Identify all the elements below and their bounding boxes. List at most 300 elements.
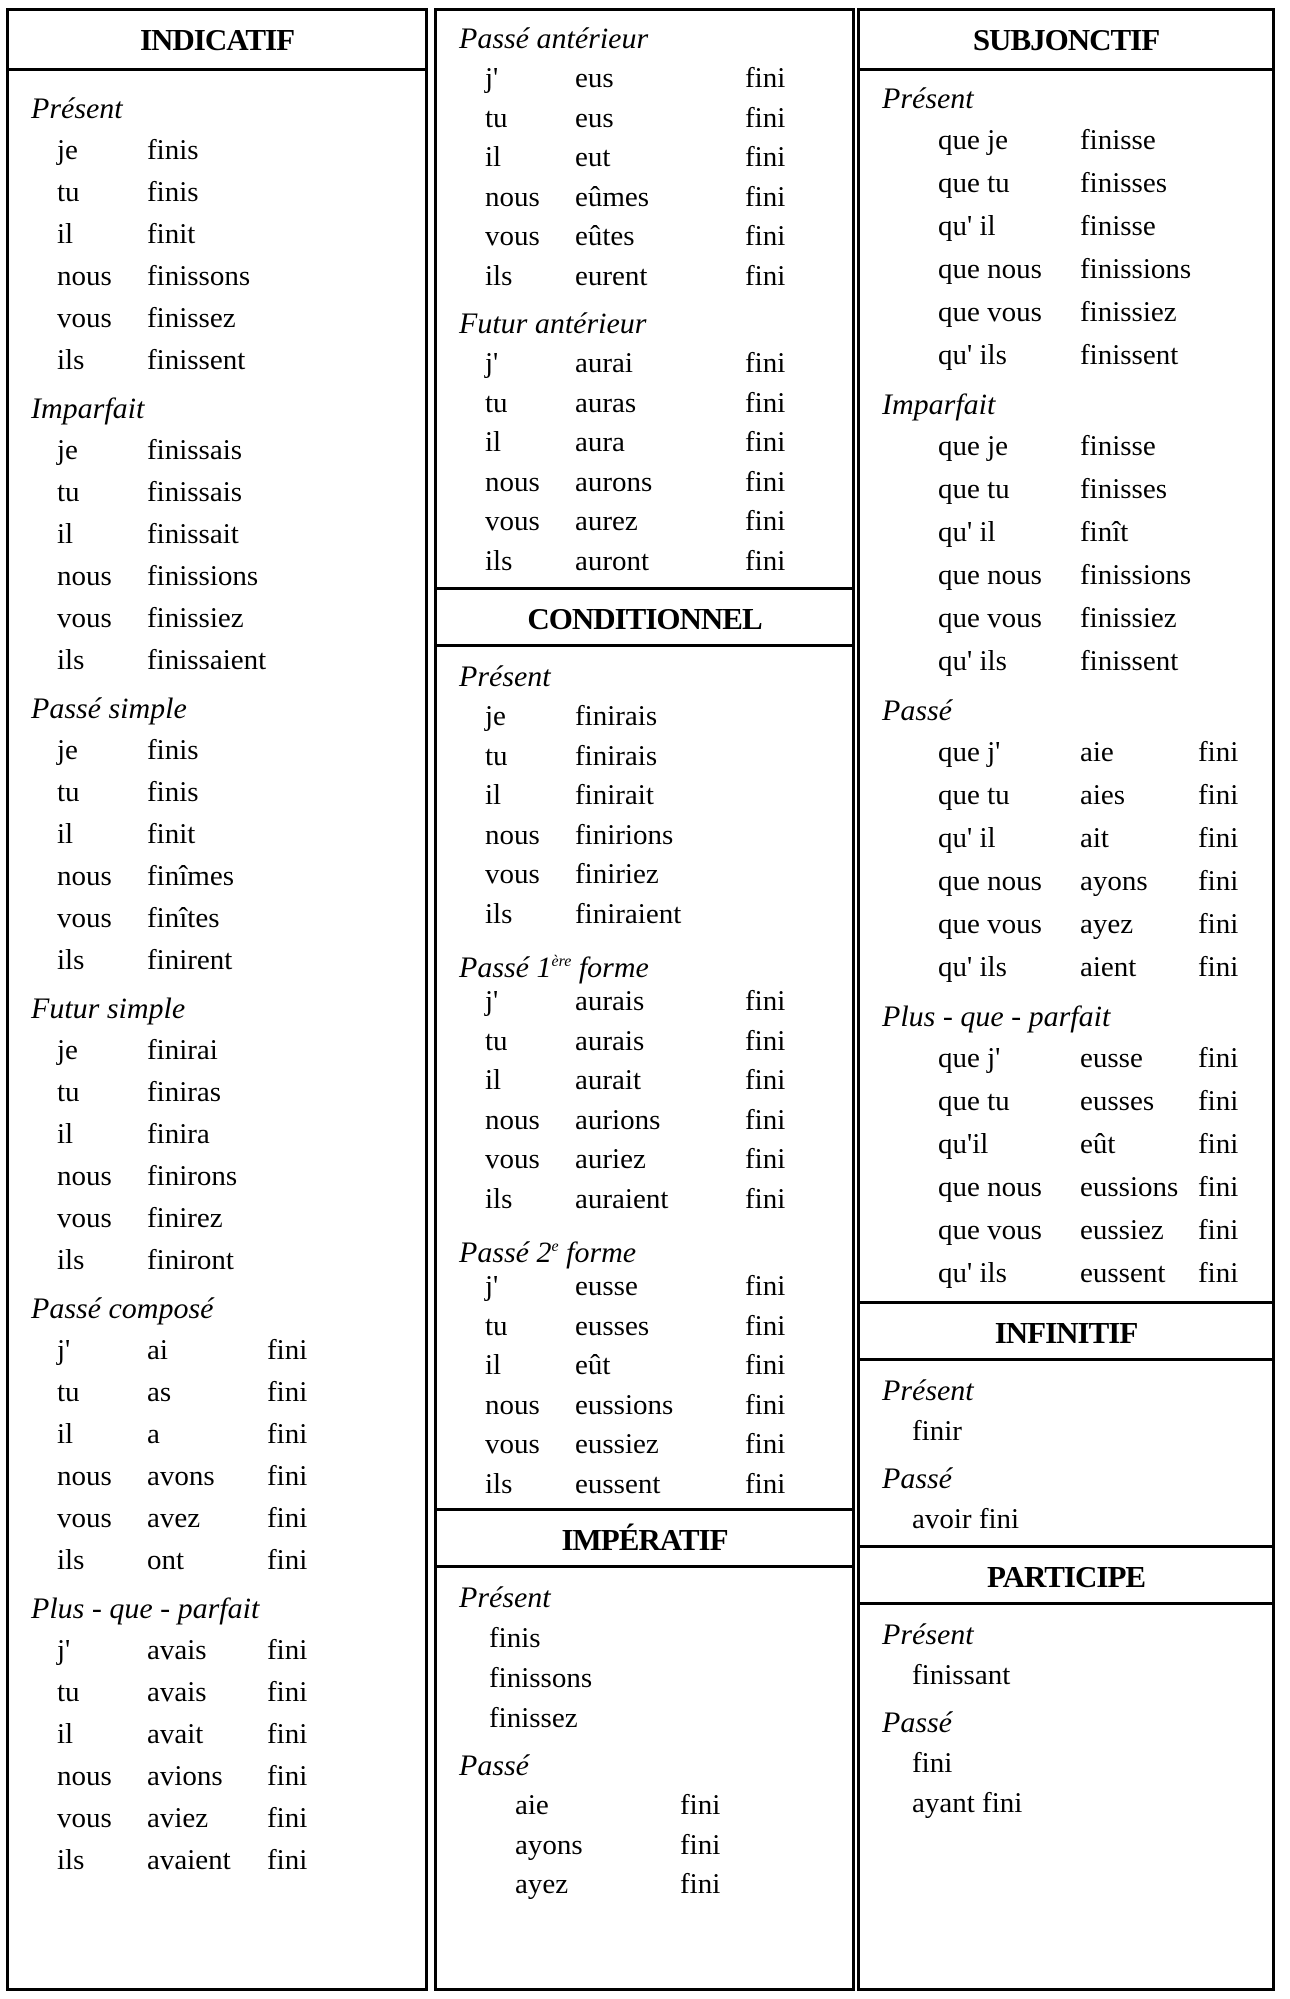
verb-form: finîtes [147, 902, 220, 934]
participle: fini [1198, 1085, 1239, 1117]
conjugation-row [459, 423, 852, 463]
participle: fini [745, 386, 786, 419]
participle: fini [267, 1760, 308, 1792]
pronoun: qu' ils [938, 1257, 1007, 1289]
pronoun: tu [57, 1076, 80, 1108]
pronoun: il [57, 818, 74, 850]
conjugation-row [31, 1713, 425, 1755]
conjugation-row [31, 171, 425, 213]
conjugation-row [882, 640, 1272, 683]
section-cond-passe1 [437, 942, 852, 1219]
conjugation-row [459, 1386, 852, 1426]
pronoun: vous [57, 602, 112, 634]
pronoun: vous [57, 302, 112, 334]
conjugation-row [31, 897, 425, 939]
pronoun: qu' il [938, 516, 996, 548]
pronoun: qu' ils [938, 645, 1007, 677]
participle: fini [1198, 908, 1239, 940]
verb-form: finis [147, 776, 199, 808]
pronoun: il [57, 218, 74, 250]
section-inf-present [860, 1361, 1272, 1451]
pronoun: qu' il [938, 822, 996, 854]
verb-form: aient [1080, 951, 1137, 983]
participle: fini [1198, 822, 1239, 854]
conjugation-row [459, 138, 852, 178]
section-passe-anterieur [437, 11, 852, 296]
pronoun: ils [485, 544, 513, 577]
verb-form: finissons [147, 260, 251, 292]
tense-label: Imparfait [882, 388, 996, 421]
participle: fini [1198, 951, 1239, 983]
tense-label: Présent [882, 1374, 974, 1407]
pronoun: nous [485, 818, 540, 851]
conjugation-row [31, 1371, 425, 1413]
participle: fini [267, 1544, 308, 1576]
verb-form: finirions [575, 818, 674, 851]
verb-form: finis [147, 176, 199, 208]
header-indicatif: INDICATIF [9, 11, 425, 71]
conjugation-row [31, 1239, 425, 1281]
conjugation-row [459, 895, 852, 935]
verb-form: avais [147, 1676, 207, 1708]
pronoun: nous [57, 560, 112, 592]
pronoun: que vous [938, 908, 1042, 940]
participle: fini [1198, 1257, 1239, 1289]
pronoun: j' [57, 1634, 71, 1666]
verb-form: finis [147, 134, 199, 166]
participle: fini [745, 1024, 786, 1057]
tense-label: Présent [459, 1581, 551, 1614]
tense-label: Passé simple [31, 692, 187, 725]
pronoun: que tu [938, 779, 1010, 811]
verb-form: fini [680, 1789, 721, 1821]
participle: fini [745, 1103, 786, 1136]
pronoun: il [57, 1118, 74, 1150]
tense-label-sup: ère [551, 953, 572, 970]
verb-form: aurais [575, 985, 645, 1017]
conjugation-row [882, 425, 1272, 468]
tense-label: Passé [882, 1462, 952, 1495]
verb-form: finissiez [1080, 602, 1177, 634]
participle: fini [745, 62, 786, 94]
participle: fini [267, 1718, 308, 1750]
conjugation-row [31, 339, 425, 381]
participle: fini [267, 1802, 308, 1834]
pronoun: vous [57, 902, 112, 934]
verb-form: fini [680, 1828, 721, 1861]
verb-form: finissiez [147, 602, 244, 634]
pronoun: nous [57, 860, 112, 892]
verb-form: aies [1080, 779, 1126, 811]
verb-form: eussions [575, 1388, 674, 1421]
pronoun: vous [485, 858, 540, 890]
pronoun: tu [485, 739, 508, 772]
conjugation-row [882, 817, 1272, 860]
participle: fini [745, 1270, 786, 1302]
pronoun: que nous [938, 253, 1042, 285]
verb-form: avez [147, 1502, 201, 1534]
conjugation-row [31, 1455, 425, 1497]
verb-form: aurais [575, 1024, 645, 1057]
pronoun: ils [57, 1844, 85, 1876]
verb-form: aurai [575, 347, 633, 379]
participle: fini [745, 465, 786, 498]
pronoun: que nous [938, 1171, 1042, 1203]
pronoun: que vous [938, 1214, 1042, 1246]
pronoun: nous [485, 180, 540, 213]
verb-form: finisse [1080, 430, 1156, 462]
pronoun: que j' [938, 1042, 1001, 1074]
tense-label: Passé [882, 1706, 952, 1739]
participle: fini [267, 1634, 308, 1666]
pronoun: je [57, 434, 78, 466]
participle: fini [745, 1428, 786, 1460]
pronoun: nous [57, 1160, 112, 1192]
pronoun: il [57, 1718, 74, 1750]
section-passe-compose [9, 1289, 425, 1581]
participle: fini [267, 1502, 308, 1534]
pronoun: ayez [515, 1868, 569, 1900]
tense-label: Présent [882, 82, 974, 115]
conjugation-row [882, 903, 1272, 946]
section-futur-anterieur [437, 304, 852, 581]
tense-label: Plus - que - parfait [31, 1592, 260, 1625]
verb-form: eussiez [1080, 1214, 1164, 1246]
tense-label: Présent [31, 92, 123, 125]
pronoun: je [485, 700, 506, 732]
section-subj-imparfait [860, 385, 1272, 683]
participle: fini [745, 101, 786, 134]
verb-form: finit [147, 218, 196, 250]
pronoun: je [57, 734, 78, 766]
verb-form: eussions [1080, 1171, 1179, 1203]
conjugation-row [459, 1180, 852, 1220]
conjugation-row [882, 162, 1272, 205]
conjugation-row [882, 291, 1272, 334]
verb-form: aurez [575, 505, 638, 537]
pronoun: ils [57, 1544, 85, 1576]
header-imperatif: IMPÉRATIF [437, 1508, 852, 1568]
conjugation-row [31, 1029, 425, 1071]
conjugation-row [459, 59, 852, 99]
tense-label: Futur simple [31, 992, 186, 1025]
verb-form: eut [575, 141, 611, 173]
tense-label-sup: e [551, 1238, 559, 1255]
participle: fini [1198, 1042, 1239, 1074]
verb-form: eurent [575, 259, 648, 292]
section-passe-simple [9, 689, 425, 981]
verb-form: aviez [147, 1802, 209, 1834]
conjugation-row [459, 542, 852, 582]
conjugation-row [459, 1425, 852, 1465]
pronoun: je [57, 1034, 78, 1066]
verb-form: finisses [1080, 473, 1167, 505]
pronoun: ils [485, 1182, 513, 1215]
verb-form: finiras [147, 1076, 222, 1108]
conjugation-row [31, 297, 425, 339]
conjugation-row [882, 860, 1272, 903]
participle: fini [267, 1376, 308, 1408]
verb-form: aurait [575, 1064, 642, 1096]
verb-form: avons [147, 1460, 215, 1492]
conjugation-row [459, 1101, 852, 1141]
header-conditionnel: CONDITIONNEL [437, 587, 852, 647]
pronoun: aie [515, 1789, 549, 1821]
participle: fini [1198, 779, 1239, 811]
verb-form: eusse [1080, 1042, 1143, 1074]
verb-form: finîmes [147, 860, 234, 892]
section-present [9, 71, 425, 381]
pronoun: j' [485, 1270, 499, 1302]
conjugation-row [31, 429, 425, 471]
conjugation-row [459, 1307, 852, 1347]
conjugation-row [31, 129, 425, 171]
tense-label-text: Passé 2 [459, 1236, 552, 1269]
conjugation-row [459, 697, 852, 737]
conjugation-row [459, 217, 852, 257]
conjugation-row [882, 554, 1272, 597]
conjugation-row [459, 99, 852, 139]
conjugation-row [459, 257, 852, 297]
verb-form: finis [147, 734, 199, 766]
participle: fini [1198, 1128, 1239, 1160]
pronoun: ils [485, 897, 513, 930]
pronoun: ils [485, 1467, 513, 1500]
verb-form: fini [680, 1868, 721, 1900]
pronoun: vous [57, 1202, 112, 1234]
participle: fini [745, 347, 786, 379]
conjugation-row [31, 1629, 425, 1671]
verb-form: finissions [1080, 253, 1192, 285]
verb-form: avions [147, 1760, 223, 1792]
conjugation-row [882, 731, 1272, 774]
verb-form: ayez [1080, 908, 1134, 940]
section-subj-present [860, 71, 1272, 377]
conjugation-row [882, 1123, 1272, 1166]
verb-form: avaient [147, 1844, 231, 1876]
verb-form: finisses [1080, 167, 1167, 199]
verb-form: finirons [147, 1160, 238, 1192]
tense-label: Plus - que - parfait [882, 1000, 1111, 1033]
verb-form: fini [912, 1747, 953, 1779]
tense-label: Imparfait [31, 392, 145, 425]
pronoun: que je [938, 430, 1009, 462]
conjugation-row [882, 1166, 1272, 1209]
section-futur-simple [9, 989, 425, 1281]
conjugation-row [459, 1865, 852, 1905]
verb-form: eûtes [575, 220, 635, 252]
tense-label: Passé antérieur [459, 22, 649, 55]
participle: fini [1198, 1171, 1239, 1203]
verb-form: finirait [575, 779, 654, 811]
conjugation-row [882, 946, 1272, 989]
participle: fini [267, 1334, 308, 1366]
conjugation-row [31, 1839, 425, 1881]
tense-label: Futur antérieur [459, 307, 647, 340]
pronoun: ils [57, 644, 85, 676]
pronoun: tu [485, 101, 508, 134]
verb-form: finisse [1080, 124, 1156, 156]
conjugation-row [459, 463, 852, 503]
conjugation-row [31, 513, 425, 555]
conjugation-row [31, 813, 425, 855]
pronoun: tu [485, 1024, 508, 1057]
verb-form: finiront [147, 1244, 234, 1276]
column-middle [434, 8, 855, 1991]
verb-form: auras [575, 386, 637, 419]
verb-form: finirez [147, 1202, 223, 1234]
verb-form: ayons [1080, 865, 1148, 897]
pronoun: j' [485, 62, 499, 94]
verb-form: finissais [147, 434, 243, 466]
verb-form: auraient [575, 1182, 669, 1215]
tense-label: Passé composé [31, 1292, 214, 1325]
verb-form: eusses [1080, 1085, 1155, 1117]
pronoun: il [485, 141, 502, 173]
participle: fini [745, 1064, 786, 1096]
verb-form: finirai [147, 1034, 218, 1066]
conjugation-row [31, 1071, 425, 1113]
section-imp-present [437, 1568, 852, 1738]
pronoun: tu [57, 1676, 80, 1708]
tense-label: Passé [459, 1749, 529, 1782]
verb-form: eût [1080, 1128, 1116, 1160]
pronoun: il [485, 779, 502, 811]
conjugation-row [31, 939, 425, 981]
verb-form: eus [575, 62, 614, 94]
conjugation-row [882, 119, 1272, 162]
conjugation-row [459, 982, 852, 1022]
verb-form: finissez [147, 302, 236, 334]
verb-form: finissait [147, 518, 239, 550]
verb-form: finirais [575, 739, 658, 772]
verb-form: avoir fini [912, 1503, 1020, 1535]
verb-form: aie [1080, 736, 1114, 768]
header-participe: PARTICIPE [860, 1545, 1272, 1605]
verb-form: finisse [1080, 210, 1156, 242]
verb-form: auriez [575, 1143, 646, 1175]
pronoun: vous [485, 1143, 540, 1175]
verb-form: ont [147, 1544, 185, 1576]
pronoun: ils [485, 259, 513, 292]
verb-form: ayant fini [912, 1787, 1023, 1819]
pronoun: que j' [938, 736, 1001, 768]
pronoun: que nous [938, 559, 1042, 591]
conjugation-row [31, 1197, 425, 1239]
conjugation-row [459, 178, 852, 218]
participle: fini [267, 1460, 308, 1492]
verb-form: finissons [489, 1662, 593, 1694]
tense-label [459, 942, 852, 982]
participle: fini [745, 1467, 786, 1500]
section-imparfait [9, 389, 425, 681]
conjugation-row [459, 344, 852, 384]
pronoun: ils [57, 1244, 85, 1276]
verb-form: finirent [147, 944, 233, 976]
participle: fini [1198, 1214, 1239, 1246]
participle: fini [1198, 865, 1239, 897]
pronoun: tu [57, 476, 80, 508]
conjugation-row [459, 1061, 852, 1101]
participle: fini [745, 220, 786, 252]
pronoun: nous [57, 1760, 112, 1792]
pronoun: ils [57, 344, 85, 376]
pronoun: tu [57, 176, 80, 208]
participle: fini [1198, 736, 1239, 768]
verb-form: aurons [575, 465, 653, 498]
verb-form: eussent [1080, 1257, 1166, 1289]
conjugation-row [882, 597, 1272, 640]
pronoun: que tu [938, 473, 1010, 505]
pronoun: tu [485, 386, 508, 419]
conjugation-row [459, 1786, 852, 1826]
conjugation-row [882, 1209, 1272, 1252]
pronoun: ils [57, 944, 85, 976]
verb-form: eusse [575, 1270, 638, 1302]
verb-form: finissaient [147, 644, 267, 676]
verb-form: finiraient [575, 897, 682, 930]
conjugation-row [31, 213, 425, 255]
pronoun: nous [57, 260, 112, 292]
pronoun: tu [485, 1309, 508, 1342]
conjugation-row [882, 248, 1272, 291]
verb-form: finit [147, 818, 196, 850]
conjugation-row [31, 255, 425, 297]
participle: fini [745, 1143, 786, 1175]
pronoun: il [485, 426, 502, 458]
section-subj-passe [860, 691, 1272, 989]
section-imp-passe [437, 1746, 852, 1905]
participle: fini [745, 505, 786, 537]
section-plus-que-parfait [9, 1589, 425, 1881]
participle: fini [745, 141, 786, 173]
conjugation-row [459, 1346, 852, 1386]
verb-form: finirais [575, 700, 658, 732]
pronoun: nous [485, 1388, 540, 1421]
pronoun: tu [57, 1376, 80, 1408]
conjugation-row [31, 639, 425, 681]
conjugation-row [31, 555, 425, 597]
conjugation-row [459, 816, 852, 856]
pronoun: tu [57, 776, 80, 808]
conjugation-row [459, 1826, 852, 1866]
pronoun: il [485, 1349, 502, 1381]
pronoun: vous [485, 505, 540, 537]
verb-form: finis [489, 1622, 541, 1654]
conjugation-row [459, 737, 852, 777]
participle: fini [745, 1388, 786, 1421]
conjugation-row [882, 511, 1272, 554]
verb-form: finissais [147, 476, 243, 508]
pronoun: que je [938, 124, 1009, 156]
conjugation-row [31, 729, 425, 771]
conjugation-row [459, 855, 852, 895]
verb-form: finissez [489, 1702, 578, 1734]
pronoun: vous [57, 1502, 112, 1534]
participle: fini [267, 1418, 308, 1450]
pronoun: il [57, 518, 74, 550]
tense-label-text: forme [571, 951, 649, 984]
verb-form: eus [575, 101, 614, 134]
verb-form: finissent [1080, 645, 1179, 677]
conjugation-row [31, 1797, 425, 1839]
section-cond-present [437, 647, 852, 934]
pronoun: nous [485, 465, 540, 498]
pronoun: qu' il [938, 210, 996, 242]
verb-form: finir [912, 1415, 962, 1447]
pronoun: ayons [515, 1828, 583, 1861]
pronoun: il [57, 1418, 74, 1450]
